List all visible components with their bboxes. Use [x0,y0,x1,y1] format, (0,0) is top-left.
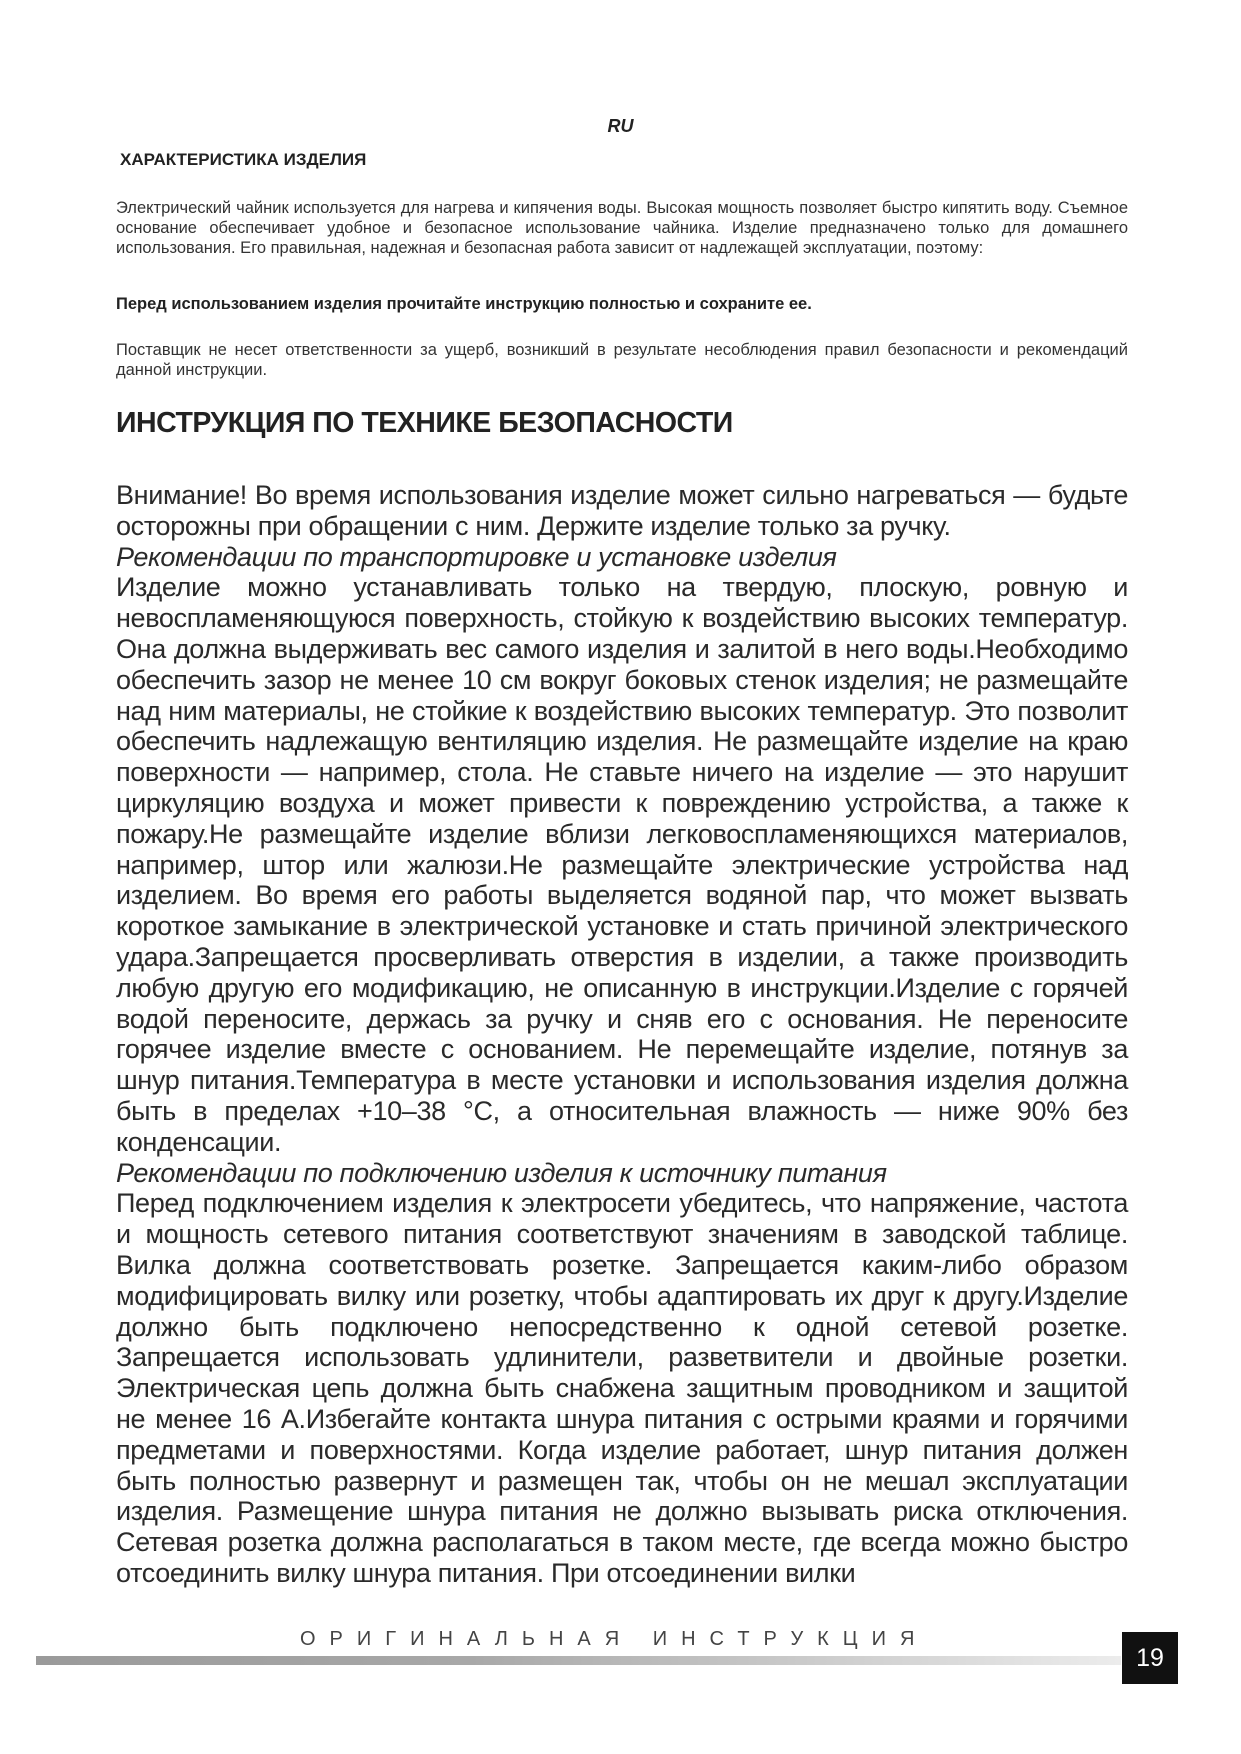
page-number: 19 [1122,1632,1178,1684]
product-characteristics-title: ХАРАКТЕРИСТИКА ИЗДЕЛИЯ [120,150,367,169]
transport-paragraph: Изделие можно устанавливать только на твердую, плоскую, ровную и невоспламеняющуюся поверхность, стойкую к воздействию высоких температур. Она должна выдерживать вес самого изделия и залитой в него воды.Необходимо обеспечить зазор не менее 10 см вокруг боковых стенок изделия; не размещайте над ним материалы, не стойкие к воздействию высоких температур. Это позволит обеспечить надлежащую вентиляцию изделия. Не размещайте изделие на краю поверхности — например, стола. Не ставьте ничего на изделие — это нарушит циркуляцию воздуха и может привести к повреждению устройства, а также к пожару.Не размещайте изделие вблизи легковоспламеняющихся материалов, например, штор или жалюзи.Не размещайте электрические устройства над изделием. Во время его работы выделяется водяной пар, что может вызвать короткое замыкание в электрической установке и стать причиной электрического удара.Запрещается просверливать отверстия в изделии, а также производить любую другую его модификацию, не описанную в инструкции.Изделие с горячей водой переносите, держась за ручку и сняв его с основания. Не переносите горячее изделие вместе с основанием. Не перемещайте изделие, потянув за шнур питания.Температура в месте установки и использования изделия должна быть в пределах +10–38 °C, а относительная влажность — ниже 90% без конденсации. [116,572,1128,1157]
liability-note: Поставщик не несет ответственности за ущерб, возникший в результате несоблюдения правил безопасности и рекомендаций данной инструкции. [116,341,1128,379]
power-subheading: Рекомендации по подключению изделия к источнику питания [116,1157,887,1188]
safety-body [116,480,1128,1589]
footer-gradient-line [36,1656,1121,1665]
read-instructions-note: Перед использованием изделия прочитайте инструкцию полностью и сохраните ее. [116,295,812,313]
power-paragraph: Перед подключением изделия к электросети убедитесь, что напряжение, частота и мощность сетевого питания соответствуют значениям в заводской таблице. Вилка должна соответствовать розетке. Запрещается каким-либо образом модифицировать вилку или розетку, чтобы адаптировать их друг к другу.Изделие должно быть подключено непосредственно к одной сетевой розетке. Запрещается использовать удлинители, разветвители и двойные розетки. Электрическая цепь должна быть снабжена защитным проводником и защитой не менее 16 А.Избегайте контакта шнура питания с острыми краями и горячими предметами и поверхностями. Когда изделие работает, шнур питания должен быть полностью развернут и размещен так, чтобы он не мешал эксплуатации изделия. Размещение шнура питания не должно вызывать риска отключения. Сетевая розетка должна располагаться в таком месте, где всегда можно быстро отсоединить вилку шнура питания. При отсоединении вилки [116,1188,1128,1588]
product-description: Электрический чайник используется для нагрева и кипячения воды. Высокая мощность позволяет быстро кипятить воду. Съемное основание обеспечивает удобное и безопасное использование чайника. Изделие предназначено только для домашнего использования. Его правильная, надежная и безопасная работа зависит от надлежащей эксплуатации, поэтому: [116,199,1128,257]
language-code: RU [607,116,634,136]
transport-subheading: Рекомендации по транспортировке и установке изделия [116,541,837,572]
footer-label: ОРИГИНАЛЬНАЯ ИНСТРУКЦИЯ [300,1628,929,1650]
safety-heading: ИНСТРУКЦИЯ ПО ТЕХНИКЕ БЕЗОПАСНОСТИ [116,407,733,439]
warning-paragraph: Внимание! Во время использования изделие может сильно нагреваться — будьте осторожны при обращении с ним. Держите изделие только за ручку. [116,480,1128,541]
